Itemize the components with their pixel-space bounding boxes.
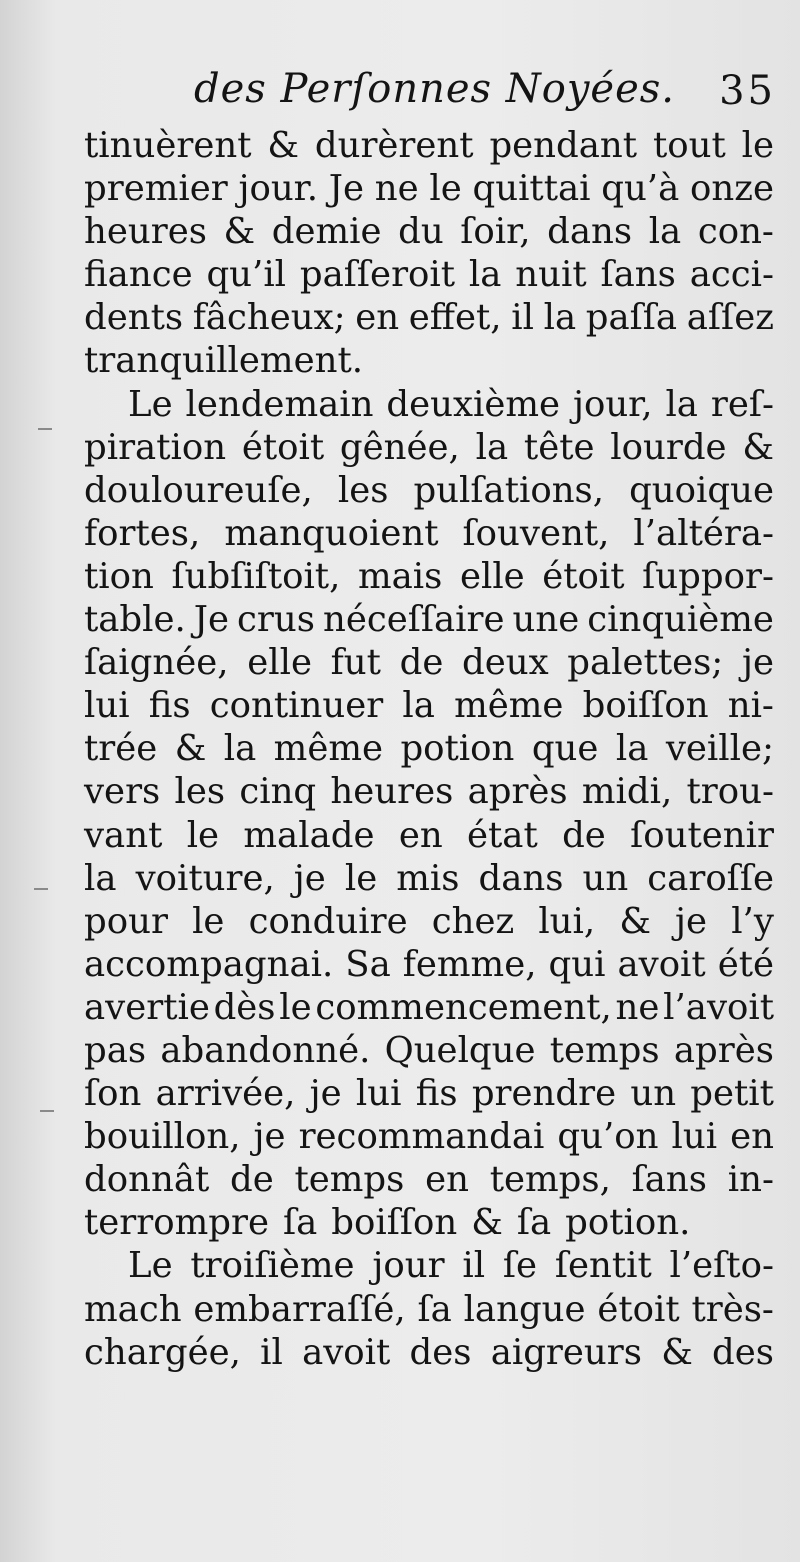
text-line	[84, 1288, 774, 1331]
word: la	[402, 685, 435, 727]
word: lui	[84, 685, 130, 727]
word: accompagnai.	[84, 943, 334, 985]
word: paſſeroit	[299, 254, 456, 296]
word: fis	[148, 685, 191, 727]
word: ſans	[631, 1159, 707, 1201]
word: qu’à	[601, 168, 680, 210]
word: la	[468, 254, 502, 296]
word: elle	[247, 642, 312, 684]
word: femme,	[402, 943, 537, 985]
word: fis	[415, 1073, 458, 1115]
word: paſſa	[585, 297, 678, 339]
word: le	[279, 986, 312, 1028]
word: le	[192, 900, 225, 942]
text-line	[84, 727, 774, 770]
word: quoique	[629, 469, 774, 511]
text-line	[84, 598, 774, 641]
word: deux	[462, 642, 549, 684]
word: un	[582, 857, 629, 899]
word: le	[429, 168, 462, 210]
word: ſa	[516, 1202, 552, 1244]
word: acci-	[689, 254, 774, 296]
word: avoit	[302, 1331, 391, 1373]
word: table.	[84, 599, 186, 641]
word: la	[475, 426, 509, 468]
word: les	[337, 469, 389, 511]
word: fiance	[84, 254, 193, 296]
word: pour	[84, 900, 168, 942]
word: qu’on	[557, 1116, 659, 1158]
word: chargée,	[84, 1331, 241, 1373]
word: qui	[548, 943, 606, 985]
word: ni-	[727, 685, 774, 727]
word: &	[619, 900, 651, 942]
word: &	[471, 1202, 503, 1244]
word: je	[309, 1073, 342, 1115]
word: Sa	[345, 943, 391, 985]
word: le	[344, 857, 378, 899]
word: gênée,	[339, 426, 460, 468]
word: &	[223, 211, 256, 253]
word: avertie	[84, 986, 210, 1028]
word: ſans	[600, 254, 676, 296]
word: lourde	[610, 426, 727, 468]
word: je	[675, 900, 708, 942]
word: ſubſiſtoit,	[171, 555, 341, 597]
word: embarraſſé,	[193, 1288, 406, 1330]
word: dans	[478, 857, 564, 899]
word: l’eſto-	[669, 1245, 774, 1287]
word: étoit	[542, 555, 625, 597]
word: &	[661, 1331, 693, 1373]
word: Le	[128, 1245, 173, 1287]
word: vant	[84, 814, 163, 856]
word: il	[511, 297, 534, 339]
word: il	[260, 1331, 283, 1373]
word: chez	[431, 900, 515, 942]
word: ne	[374, 168, 419, 210]
word: heures	[330, 771, 454, 813]
word: tinuèrent	[84, 125, 252, 166]
word: cinquième	[587, 599, 774, 641]
text-line	[84, 1331, 774, 1374]
word: &	[267, 125, 299, 166]
word: je	[253, 1116, 286, 1158]
word: onze	[690, 168, 774, 210]
word: abandonné.	[160, 1029, 371, 1071]
text-line	[84, 1158, 774, 1201]
word: Je	[328, 168, 365, 210]
text-line	[84, 253, 774, 296]
word: je	[293, 857, 326, 899]
word: la	[543, 297, 577, 339]
word: recommandai	[298, 1116, 545, 1158]
word: le	[741, 125, 774, 166]
text-line	[84, 167, 774, 210]
text-line	[84, 555, 774, 598]
word: l’altéra-	[633, 512, 774, 554]
word: la	[648, 211, 682, 253]
word: lui,	[538, 900, 596, 942]
word: fortes,	[84, 512, 201, 554]
word: terrompre	[84, 1202, 269, 1244]
word: mais	[357, 555, 443, 597]
word: temps,	[489, 1159, 611, 1201]
word: elle	[459, 555, 525, 597]
word: cinq	[239, 771, 317, 813]
word: étoit	[241, 426, 325, 468]
word: les	[174, 771, 226, 813]
text-line	[84, 1072, 774, 1115]
text-line	[84, 512, 774, 555]
word: potion.	[565, 1202, 691, 1244]
word: mach	[84, 1288, 182, 1330]
word: ſoutenir	[630, 814, 774, 856]
text-line	[84, 339, 774, 382]
word: Le	[128, 383, 173, 425]
running-title: des Perſonnes Noyées.	[194, 66, 676, 112]
word: de	[230, 1159, 274, 1201]
word: douloureuſe,	[84, 469, 313, 511]
word: ſa	[282, 1202, 318, 1244]
word: l’avoit	[663, 986, 774, 1028]
word: nuit	[515, 254, 587, 296]
word: néceſſaire	[322, 599, 505, 641]
word: trou-	[686, 771, 774, 813]
word: lendemain	[185, 383, 374, 425]
word: avoit	[617, 943, 706, 985]
word: le	[186, 814, 220, 856]
word: la	[665, 383, 698, 425]
word: tout	[652, 125, 726, 166]
word: vers	[84, 771, 161, 813]
text-line	[84, 900, 774, 943]
word: après	[467, 771, 568, 813]
word: donnât	[84, 1159, 210, 1201]
margin-mark	[34, 888, 48, 890]
text-line	[84, 943, 774, 986]
word: ſa	[417, 1288, 452, 1330]
word: l’y	[731, 900, 774, 942]
word: fut	[330, 642, 381, 684]
word: aigreurs	[490, 1331, 642, 1373]
word: mis	[396, 857, 460, 899]
word: très-	[691, 1288, 774, 1330]
word: palettes;	[567, 642, 724, 684]
word: de	[399, 642, 444, 684]
word: ſe	[502, 1245, 538, 1287]
word: dans	[547, 211, 633, 253]
word: pulſations,	[413, 469, 605, 511]
word: demie	[271, 211, 382, 253]
word: ſaignée,	[84, 642, 229, 684]
word: étoit	[597, 1288, 680, 1330]
word: des	[712, 1331, 774, 1373]
word: veille;	[665, 728, 774, 770]
text-line	[84, 426, 774, 469]
word: ſentit	[554, 1245, 652, 1287]
text-line	[84, 124, 774, 167]
word: piration	[84, 426, 227, 468]
word: petit	[690, 1073, 774, 1115]
word: caroſſe	[647, 857, 774, 899]
word: un	[630, 1073, 677, 1115]
text-line	[84, 1244, 774, 1287]
word: même	[273, 728, 384, 770]
word: jour	[372, 1245, 445, 1287]
word: temps	[549, 1029, 660, 1071]
word: la	[84, 857, 117, 899]
word: troiſième	[190, 1245, 355, 1287]
word: deuxième	[386, 383, 561, 425]
word: durèrent	[314, 125, 474, 166]
page-number: 35	[719, 68, 776, 114]
word: de	[562, 814, 606, 856]
word: bouillon,	[84, 1116, 241, 1158]
word: tête	[523, 426, 595, 468]
word: même	[454, 685, 564, 727]
word: continuer	[209, 685, 384, 727]
word: des	[409, 1331, 472, 1373]
word: &	[174, 728, 207, 770]
word: boiſſon	[331, 1202, 458, 1244]
word: reſ-	[710, 383, 774, 425]
word: tranquillement.	[84, 340, 364, 382]
text-line	[84, 210, 774, 253]
word: ſuppor-	[642, 555, 774, 597]
word: lui	[355, 1073, 402, 1115]
word: tion	[84, 555, 154, 597]
text-line	[84, 641, 774, 684]
word: état	[467, 814, 538, 856]
word: en	[730, 1116, 774, 1158]
word: été	[717, 943, 774, 985]
text-line	[84, 684, 774, 727]
word: fâcheux;	[192, 297, 346, 339]
text-line	[84, 296, 774, 339]
word: pas	[84, 1029, 147, 1071]
word: ſon	[84, 1073, 142, 1115]
word: dents	[84, 297, 184, 339]
word: con-	[697, 211, 774, 253]
text-line	[84, 1029, 774, 1072]
word: premier	[84, 168, 228, 210]
word: trée	[84, 728, 158, 770]
word: qu’il	[206, 254, 287, 296]
word: heures	[84, 211, 207, 253]
text-line	[84, 1115, 774, 1158]
word: malade	[243, 814, 375, 856]
word: &	[742, 426, 774, 468]
word: commencement,	[315, 986, 612, 1028]
word: en	[355, 297, 400, 339]
text-line	[84, 383, 774, 426]
body-text	[84, 124, 774, 1374]
word: conduire	[248, 900, 408, 942]
word: pendant	[489, 125, 638, 166]
word: voiture,	[135, 857, 275, 899]
word: in-	[727, 1159, 774, 1201]
word: après	[673, 1029, 774, 1071]
word: prendre	[471, 1073, 617, 1115]
page-header	[86, 66, 776, 126]
word: lui	[671, 1116, 718, 1158]
word: temps	[294, 1159, 405, 1201]
word: manquoient	[224, 512, 439, 554]
word: ne	[615, 986, 660, 1028]
word: je	[741, 642, 774, 684]
word: en	[425, 1159, 469, 1201]
word: ſoir,	[460, 211, 531, 253]
word: crus	[237, 599, 315, 641]
word: midi,	[581, 771, 673, 813]
word: arrivée,	[155, 1073, 296, 1115]
word: Je	[193, 599, 230, 641]
word: langue	[463, 1288, 586, 1330]
word: ſouvent,	[462, 512, 610, 554]
word: jour.	[238, 168, 319, 210]
text-line	[84, 1201, 774, 1244]
word: effet,	[408, 297, 502, 339]
margin-mark	[40, 1110, 54, 1112]
margin-mark	[38, 428, 52, 430]
text-line	[84, 469, 774, 512]
word: que	[531, 728, 599, 770]
word: il	[462, 1245, 486, 1287]
word: du	[398, 211, 444, 253]
word: la	[223, 728, 257, 770]
text-line	[84, 770, 774, 813]
text-line	[84, 986, 774, 1029]
word: Quelque	[384, 1029, 536, 1071]
word: jour,	[572, 383, 653, 425]
text-line	[84, 814, 774, 857]
word: potion	[400, 728, 515, 770]
word: la	[615, 728, 649, 770]
word: dès	[213, 986, 276, 1028]
text-line	[84, 857, 774, 900]
word: une	[512, 599, 580, 641]
word: quittai	[472, 168, 591, 210]
word: en	[398, 814, 443, 856]
word: aſſez	[686, 297, 774, 339]
word: boiſſon	[582, 685, 709, 727]
